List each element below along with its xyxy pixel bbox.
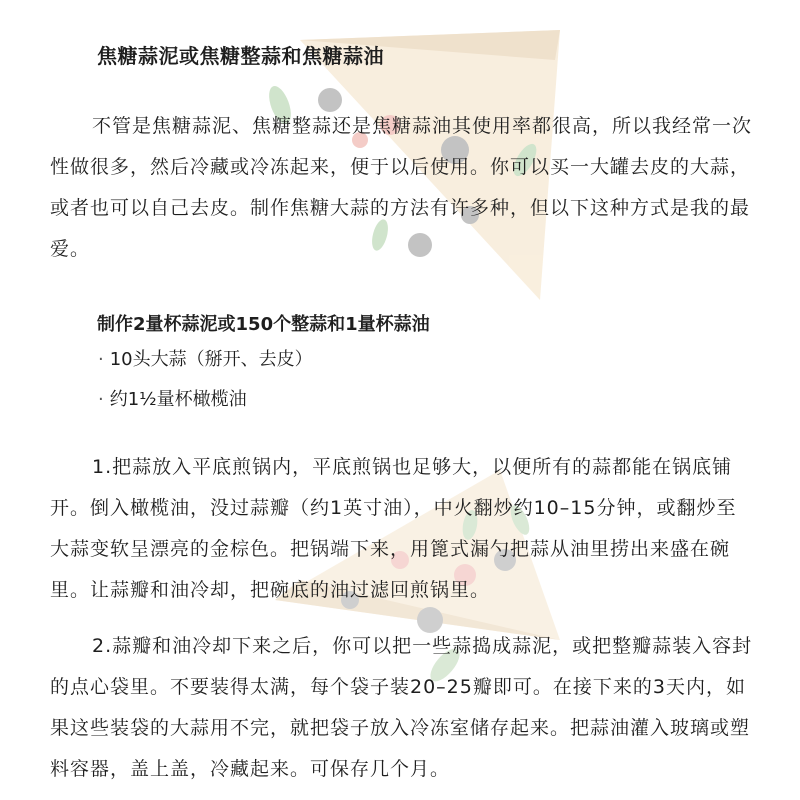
ingredient-text: 约1½量杯橄榄油 xyxy=(109,389,247,410)
recipe-heading: 制作2量杯蒜泥或150个整蒜和1量杯蒜油 xyxy=(97,314,430,335)
ingredient-item xyxy=(98,380,313,420)
page-title: 焦糖蒜泥或焦糖整蒜和焦糖蒜油 xyxy=(97,44,384,68)
step-2-paragraph: 2.蒜瓣和油冷却下来之后，你可以把一些蒜捣成蒜泥，或把整瓣蒜装入容封的点心袋里。不要装得太满，每个袋子装20–25瓣即可。在接下来的3天内，如果这些装袋的大蒜用不完，就把袋子放入冷冻室储存起来。把蒜油灌入玻璃或塑料容器，盖上盖，冷藏起来。可保存几个月。 xyxy=(50,635,753,780)
ingredient-text: 10头大蒜（掰开、去皮） xyxy=(109,349,313,370)
step-1-paragraph: 1.把蒜放入平底煎锅内，平底煎锅也足够大，以便所有的蒜都能在锅底铺开。倒入橄榄油，没过蒜瓣（约1英寸油），中火翻炒约10–15分钟，或翻炒至大蒜变软呈漂亮的金棕色。把锅端下来，用篦式漏勺把蒜从油里捞出来盛在碗里。让蒜瓣和油冷却，把碗底的油过滤回煎锅里。 xyxy=(50,456,737,601)
intro-paragraph: 不管是焦糖蒜泥、焦糖整蒜还是焦糖蒜油其使用率都很高，所以我经常一次性做很多，然后冷藏或冷冻起来，便于以后使用。你可以买一大罐去皮的大蒜，或者也可以自己去皮。制作焦糖大蒜的方法有许多种，但以下这种方式是我的最爱。 xyxy=(50,115,753,260)
ingredient-item xyxy=(98,340,313,380)
ingredient-list xyxy=(98,340,313,420)
bullet-dot: · xyxy=(98,349,104,370)
bullet-dot: · xyxy=(98,389,104,410)
